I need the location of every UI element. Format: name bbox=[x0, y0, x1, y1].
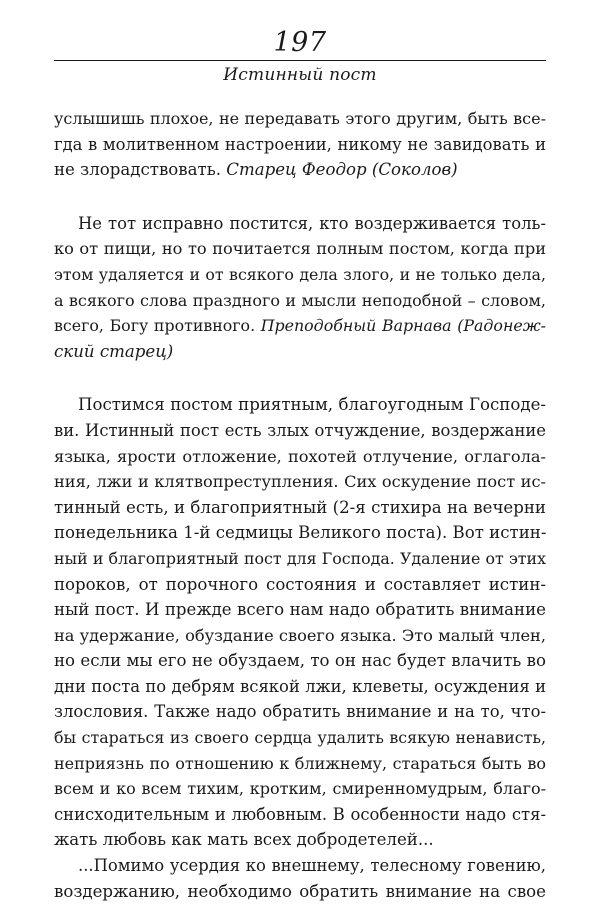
text-line: дни поста по дебрям всякой лжи, клеветы, осуждения и bbox=[54, 676, 546, 696]
text-line: Постимся постом приятным, благоугодным Господе- bbox=[78, 395, 546, 415]
text-line: Не тот исправно постится, кто воздерживается толь- bbox=[78, 213, 546, 233]
text-line: пороков, от порочного состояния и составляет истин- bbox=[54, 574, 546, 594]
paragraph bbox=[54, 211, 546, 365]
attribution: Преподобный Варнава (Радонеж- bbox=[260, 316, 546, 336]
text-line: языка, ярости отложение, похотей отлучение, оглагола- bbox=[54, 446, 546, 466]
text-line: неприязнь по отношению к ближнему, стараться быть во bbox=[54, 753, 546, 773]
paragraph-gap bbox=[54, 364, 546, 392]
text-line: ный пост. И прежде всего нам надо обратить внимание bbox=[54, 600, 546, 620]
text-line: ...Помимо усердия ко внешнему, телесному говению, bbox=[78, 856, 546, 876]
text-line: воздержанию, необходимо обратить внимание на свое bbox=[54, 881, 546, 901]
text-line: понедельника 1-й седмицы Великого поста). Вот истин- bbox=[54, 523, 546, 543]
page-body bbox=[54, 106, 546, 904]
text-line: бы стараться из своего сердца удалить всякую ненависть, bbox=[54, 728, 546, 748]
text-line: тинный есть, и благоприятный (2-я стихира на вечерни bbox=[54, 497, 546, 517]
paragraph bbox=[54, 106, 546, 183]
paragraph bbox=[54, 853, 546, 904]
text-line: но если мы его не обуздаем, то он нас будет влачить во bbox=[54, 651, 546, 671]
text-line: злословия. Также надо обратить внимание и на то, что- bbox=[54, 702, 546, 722]
text-line: гда в молитвенном настроении, никому не завидовать и bbox=[54, 134, 546, 154]
text-line: ния, лжи и клятвопреступления. Сих оскудение пост ис- bbox=[54, 472, 546, 492]
text-line: на удержание, обуздание своего языка. Это малый член, bbox=[54, 625, 546, 645]
attribution: Старец Феодор (Соколов) bbox=[226, 160, 458, 180]
header-rule bbox=[54, 60, 546, 61]
paragraph bbox=[54, 392, 546, 853]
text-line: не злорадствовать. Старец Феодор (Соколов) bbox=[54, 160, 458, 180]
attribution: ский старец) bbox=[54, 341, 174, 361]
text-line bbox=[54, 339, 546, 365]
running-title: Истинный пост bbox=[223, 65, 377, 85]
text-line: всем и ко всем тихим, кротким, смиренномудрым, благо- bbox=[54, 779, 546, 799]
paragraph-gap bbox=[54, 183, 546, 211]
text-line: всего, Богу противного. Преподобный Варнава (Радонеж- bbox=[54, 316, 546, 336]
text-line: жать любовь как мать всех добродетелей... bbox=[54, 830, 434, 850]
text-line: услышишь плохое, не передавать этого другим, быть все- bbox=[54, 109, 546, 128]
book-page bbox=[54, 28, 546, 900]
text-line: ко от пищи, но то почитается полным постом, когда при bbox=[54, 239, 546, 259]
page-number: 197 bbox=[273, 27, 327, 58]
text-line: снисходительным и любовным. В особенности надо стя- bbox=[54, 804, 546, 824]
text-line: этом удаляется и от всякого дела злого, и не только дела, bbox=[54, 264, 546, 284]
text-line: ви. Истинный пост есть злых отчуждение, воздержание bbox=[54, 420, 546, 440]
text-line: ный и благоприятный пост для Господа. Удаление от этих bbox=[54, 548, 546, 568]
text-line: а всякого слова праздного и мысли неподобной – словом, bbox=[54, 290, 546, 310]
